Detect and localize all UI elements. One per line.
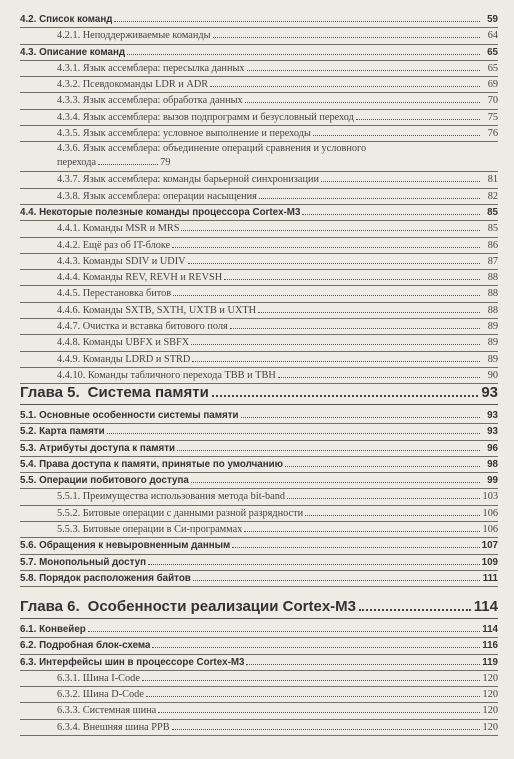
toc-entry-page: 109 bbox=[481, 556, 498, 568]
chapter5-heading[interactable] bbox=[20, 384, 498, 405]
toc-entry[interactable] bbox=[20, 189, 498, 205]
leader-dots bbox=[285, 466, 480, 467]
toc-entry-page: 107 bbox=[481, 540, 498, 552]
toc-entry[interactable] bbox=[20, 408, 498, 424]
toc-entry-page: 89 bbox=[487, 353, 498, 365]
toc-entry-title: Преимущества использования метода bit-band bbox=[82, 491, 285, 503]
toc-entry-title: Внешняя шина PPB bbox=[82, 721, 170, 733]
toc-entry-title: Очистка и вставка битового поля bbox=[82, 321, 228, 333]
toc-entry[interactable] bbox=[20, 506, 498, 522]
toc-entry-number: 5.7. bbox=[20, 556, 37, 568]
toc-entry[interactable] bbox=[20, 522, 498, 538]
toc-entry-title: Язык ассемблера: обработка данных bbox=[82, 95, 243, 107]
leader-dots bbox=[224, 279, 480, 280]
toc-entry-title: Язык ассемблера: команды барьерной синхронизации bbox=[82, 174, 319, 186]
leader-dots bbox=[259, 198, 480, 199]
toc-entry[interactable] bbox=[20, 270, 498, 286]
toc-entry[interactable] bbox=[20, 441, 498, 457]
leader-dots bbox=[193, 580, 480, 581]
toc-entry-number: 4.2.1. bbox=[57, 30, 81, 42]
toc-entry-number: 5.3. bbox=[20, 442, 37, 454]
toc-entry-heading bbox=[20, 12, 112, 27]
toc-entry[interactable] bbox=[20, 538, 498, 554]
toc-entry-title: Системная шина bbox=[82, 705, 157, 717]
toc-entry-page: 81 bbox=[487, 174, 498, 186]
toc-entry-title: Команды SXTB, SXTH, UXTB и UXTH bbox=[82, 304, 257, 316]
toc-entry-number: 4.3.3. bbox=[57, 95, 81, 107]
toc-entry-heading bbox=[20, 555, 146, 570]
toc-entry-title: Язык ассемблера: условное выполнение и переходы bbox=[82, 128, 311, 140]
toc-entry-title: Битовые операции с данными разной разрядности bbox=[82, 507, 304, 519]
toc-entry-heading bbox=[20, 473, 189, 488]
toc-entry[interactable] bbox=[20, 221, 498, 237]
chapter6-page: 114 bbox=[473, 598, 498, 615]
leader-dots bbox=[230, 328, 480, 329]
toc-entry-number: 5.4. bbox=[20, 458, 37, 470]
toc-entry[interactable] bbox=[20, 93, 498, 109]
leader-dots bbox=[88, 631, 480, 632]
toc-entry[interactable] bbox=[20, 424, 498, 440]
toc-entry-page: 87 bbox=[487, 255, 498, 267]
toc-entry-heading bbox=[57, 238, 170, 253]
toc-entry[interactable] bbox=[20, 12, 498, 28]
toc-chapter6-entries bbox=[20, 622, 498, 736]
toc-entry-page: 65 bbox=[487, 62, 498, 74]
leader-dots bbox=[127, 54, 480, 55]
toc-entry-number: 5.6. bbox=[20, 540, 37, 552]
toc-entry-page: 120 bbox=[482, 705, 498, 717]
toc-entry[interactable] bbox=[20, 126, 498, 142]
toc-entry-title: Битовые операции в Си-программах bbox=[82, 524, 243, 536]
toc-entry[interactable] bbox=[20, 335, 498, 351]
toc-entry-number: 4.3.1. bbox=[57, 62, 81, 74]
toc-entry-number: 4.3.6. bbox=[57, 143, 81, 155]
leader-dots bbox=[356, 119, 480, 120]
toc-entry-heading bbox=[57, 110, 354, 125]
toc-entry[interactable] bbox=[20, 555, 498, 571]
toc-entry[interactable] bbox=[20, 703, 498, 719]
toc-entry-page: 82 bbox=[487, 190, 498, 202]
toc-entry[interactable] bbox=[20, 638, 498, 654]
toc-entry-heading bbox=[20, 457, 283, 472]
toc-entry-title: Атрибуты доступа к памяти bbox=[39, 442, 176, 454]
toc-entry-page: 89 bbox=[487, 337, 498, 349]
toc-entry-heading bbox=[57, 352, 190, 367]
leader-dots bbox=[213, 37, 480, 38]
toc-entry-heading bbox=[57, 286, 171, 301]
leader-dots bbox=[241, 417, 480, 418]
leader-dots bbox=[191, 482, 480, 483]
toc-entry-number: 6.3.1. bbox=[57, 672, 81, 684]
toc-entry-number: 6.3.2. bbox=[57, 689, 81, 701]
toc-entry[interactable] bbox=[20, 110, 498, 126]
toc-entry-page: 76 bbox=[487, 128, 498, 140]
leader-dots bbox=[173, 295, 480, 296]
toc-entry-page: 119 bbox=[482, 656, 498, 668]
toc-entry-number: 4.3.2. bbox=[57, 79, 81, 91]
toc-entry-page: 85 bbox=[487, 206, 498, 218]
toc-entry-heading bbox=[57, 28, 211, 43]
toc-entry-number: 4.4. bbox=[20, 206, 37, 218]
leader-dots bbox=[181, 230, 480, 231]
toc-entry-title: Перестановка битов bbox=[82, 288, 172, 300]
leader-dots bbox=[232, 547, 479, 548]
leader-dots bbox=[142, 680, 480, 681]
toc-entry-page: 75 bbox=[487, 111, 498, 123]
toc-entry-page: 103 bbox=[482, 491, 498, 503]
leader-dots bbox=[359, 609, 471, 611]
toc-entry-title: Команды UBFX и SBFX bbox=[82, 337, 190, 349]
leader-dots bbox=[287, 498, 480, 499]
toc-entry-number: 4.3.4. bbox=[57, 111, 81, 123]
toc-entry-heading bbox=[57, 335, 189, 350]
leader-dots bbox=[177, 450, 480, 451]
toc-entry-title: Карта памяти bbox=[39, 426, 105, 438]
chapter5-page: 93 bbox=[481, 384, 498, 401]
leader-dots bbox=[247, 70, 480, 71]
leader-dots bbox=[302, 214, 480, 215]
toc-entry-title: Псевдокоманды LDR и ADR bbox=[82, 79, 209, 91]
toc-entry-page: 90 bbox=[487, 369, 498, 381]
toc-entry-number: 4.4.2. bbox=[57, 239, 81, 251]
toc-entry[interactable] bbox=[20, 28, 498, 44]
toc-entry-heading bbox=[20, 655, 244, 670]
toc-entry-page: 99 bbox=[487, 475, 498, 487]
chapter6-label: Глава 6. bbox=[20, 598, 80, 615]
leader-dots bbox=[305, 515, 480, 516]
toc-entry[interactable] bbox=[20, 489, 498, 505]
chapter5-title: Система памяти bbox=[87, 384, 209, 401]
toc-entry-page: 98 bbox=[487, 458, 498, 470]
toc-entry-title: Шина I-Code bbox=[82, 672, 140, 684]
toc-entry-page: 116 bbox=[482, 640, 498, 652]
toc-entry-page: 65 bbox=[487, 46, 498, 58]
toc-entry-title: Команды REV, REVH и REVSH bbox=[82, 272, 223, 284]
leader-dots bbox=[212, 395, 479, 397]
toc-entry-page: 88 bbox=[487, 272, 498, 284]
toc-entry-number: 5.5.2. bbox=[57, 507, 81, 519]
leader-dots bbox=[107, 433, 480, 434]
toc-entry-title: Основные особенности системы памяти bbox=[39, 410, 239, 421]
chapter6-heading[interactable] bbox=[20, 598, 498, 619]
toc-entry-number: 6.3. bbox=[20, 656, 37, 668]
toc-entry-page: 79 bbox=[160, 157, 171, 169]
leader-dots bbox=[146, 696, 480, 697]
toc-entry-number: 5.8. bbox=[20, 572, 37, 584]
leader-dots bbox=[258, 312, 480, 313]
toc-entry-heading bbox=[57, 720, 170, 735]
leader-dots bbox=[172, 729, 480, 730]
toc-entry-title: Ещё раз об IT-блоке bbox=[82, 239, 171, 251]
toc-entry-page: 111 bbox=[482, 572, 498, 584]
toc-entry-heading bbox=[57, 221, 179, 236]
toc-entry-heading bbox=[57, 368, 276, 383]
toc-entry-title: Порядок расположения байтов bbox=[39, 572, 191, 584]
toc-entry-line bbox=[57, 156, 498, 170]
toc-entry-page: 64 bbox=[487, 30, 498, 42]
leader-dots bbox=[321, 181, 480, 182]
toc-entry-title: Некоторые полезные команды процессора Cortex-M3 bbox=[39, 206, 301, 218]
toc-entry[interactable] bbox=[20, 571, 498, 587]
toc-entry[interactable] bbox=[20, 286, 498, 302]
toc-entry-number: 5.5. bbox=[20, 475, 37, 487]
leader-dots bbox=[210, 86, 480, 87]
toc-entry-heading bbox=[57, 126, 311, 141]
toc-entry-title: Подробная блок-схема bbox=[39, 640, 151, 652]
toc-entry[interactable] bbox=[20, 720, 498, 736]
toc-entry-title: Права доступа к памяти, принятые по умолчанию bbox=[39, 458, 284, 470]
toc-entry-title: Язык ассемблера: вызов подпрограмм и безусловный переход bbox=[82, 111, 354, 123]
toc-entry-heading bbox=[20, 424, 105, 439]
toc-entry[interactable] bbox=[20, 254, 498, 270]
toc-entry-number: 6.3.3. bbox=[57, 705, 81, 717]
toc-entry-number: 4.3. bbox=[20, 46, 37, 58]
leader-dots bbox=[245, 102, 480, 103]
toc-entry[interactable] bbox=[20, 655, 498, 671]
toc-entry-heading bbox=[20, 638, 150, 653]
toc-entry-title: Команды табличного перехода TBB и TBH bbox=[87, 369, 276, 381]
toc-entry-number: 4.4.8. bbox=[57, 337, 81, 349]
toc-entry-heading bbox=[57, 303, 256, 318]
toc-entry-page: 88 bbox=[487, 304, 498, 316]
toc-entry-number: 6.1. bbox=[20, 624, 37, 635]
leader-dots bbox=[192, 361, 480, 362]
toc-entry-title: Интерфейсы шин в процессоре Cortex-M3 bbox=[39, 656, 245, 668]
toc-entry[interactable] bbox=[20, 671, 498, 687]
toc-entry-line bbox=[57, 142, 498, 156]
toc-entry-page: 70 bbox=[487, 95, 498, 107]
toc-entry-page: 120 bbox=[482, 721, 498, 733]
toc-entry-title: Обращения к невыровненным данным bbox=[39, 540, 231, 552]
toc-entry-heading bbox=[20, 45, 125, 60]
toc-entry-title: Язык ассемблера: операции насыщения bbox=[82, 190, 257, 202]
toc-entry-heading bbox=[57, 189, 257, 204]
toc-entry-number: 5.5.3. bbox=[57, 524, 81, 536]
toc-entry-heading bbox=[57, 93, 243, 108]
toc-entry-number: 4.4.7. bbox=[57, 321, 81, 333]
leader-dots bbox=[148, 564, 480, 565]
toc-entry[interactable] bbox=[20, 303, 498, 319]
toc-entry[interactable] bbox=[20, 457, 498, 473]
toc-entry-page: 88 bbox=[487, 288, 498, 300]
toc-entry-title: Команды LDRD и STRD bbox=[82, 353, 191, 365]
toc-entry-title: Язык ассемблера: объединение операций сравнения и условного bbox=[82, 143, 367, 155]
leader-dots bbox=[191, 344, 480, 345]
toc-entry-heading bbox=[57, 319, 228, 334]
toc-entry-page: 69 bbox=[487, 79, 498, 91]
toc-entry-page: 96 bbox=[487, 442, 498, 454]
toc-entry[interactable] bbox=[20, 238, 498, 254]
leader-dots bbox=[313, 135, 480, 136]
toc-entry-number: 4.4.10. bbox=[57, 369, 86, 381]
toc-entry-heading bbox=[20, 441, 175, 456]
leader-dots bbox=[172, 247, 480, 248]
toc-entry-number: 4.4.9. bbox=[57, 353, 81, 365]
toc-entry-title: Шина D-Code bbox=[82, 689, 144, 701]
toc-entry-page: 93 bbox=[487, 426, 498, 438]
toc-entry-number: 5.1. bbox=[20, 410, 37, 421]
toc-entry[interactable] bbox=[20, 77, 498, 93]
toc-entry-heading bbox=[57, 489, 285, 504]
toc-entry-number: 4.2. bbox=[20, 14, 37, 25]
toc-entry-heading bbox=[20, 408, 239, 423]
toc-entry-title: Команды SDIV и UDIV bbox=[82, 255, 186, 267]
toc-entry-page: 85 bbox=[487, 223, 498, 235]
toc-entry-page: 106 bbox=[482, 507, 498, 519]
toc-entry-number: 6.2. bbox=[20, 640, 37, 652]
toc-entry-heading bbox=[57, 77, 208, 92]
leader-dots bbox=[246, 664, 480, 665]
toc-entry-number: 4.4.6. bbox=[57, 304, 81, 316]
toc-entry-heading bbox=[57, 506, 303, 521]
leader-dots bbox=[278, 377, 480, 378]
toc-entry-heading bbox=[57, 61, 245, 76]
toc-entry-page: 120 bbox=[482, 689, 498, 701]
toc-entry-title: Монопольный доступ bbox=[39, 556, 146, 568]
leader-dots bbox=[98, 164, 158, 165]
toc-entry-heading bbox=[57, 703, 156, 718]
toc-entry-number: 4.4.5. bbox=[57, 288, 81, 300]
toc-entry-page: 106 bbox=[482, 524, 498, 536]
toc-entry-number: 4.3.7. bbox=[57, 174, 81, 186]
toc-entry[interactable] bbox=[20, 61, 498, 77]
toc-entry[interactable] bbox=[20, 172, 498, 188]
toc-entry-page: 93 bbox=[487, 410, 498, 421]
toc-chapter5-entries bbox=[20, 408, 498, 587]
toc-entry[interactable] bbox=[20, 368, 498, 384]
toc-entry-page: 89 bbox=[487, 321, 498, 333]
toc-entry-page: 86 bbox=[487, 239, 498, 251]
toc-entry-heading bbox=[20, 538, 230, 553]
toc-entry-title: Команды MSR и MRS bbox=[82, 223, 180, 235]
toc-entry[interactable] bbox=[20, 45, 498, 61]
toc-entry[interactable] bbox=[20, 473, 498, 489]
toc-entry-heading bbox=[57, 270, 222, 285]
toc-entry-title: Неподдерживаемые команды bbox=[82, 30, 211, 42]
toc-entry-number: 4.3.8. bbox=[57, 190, 81, 202]
toc-entry-page: 114 bbox=[482, 624, 498, 635]
toc-entry-title: Операции побитового доступа bbox=[39, 475, 189, 487]
toc-entry-heading bbox=[57, 687, 144, 702]
toc-entry-heading bbox=[20, 571, 191, 586]
leader-dots bbox=[244, 531, 480, 532]
toc-entry-number: 4.3.5. bbox=[57, 128, 81, 140]
toc-entry[interactable] bbox=[20, 622, 498, 638]
toc-entry-number: 4.4.4. bbox=[57, 272, 81, 284]
toc-entry-title: Конвейер bbox=[39, 624, 86, 635]
toc-entry-heading bbox=[57, 671, 140, 686]
toc-entry-heading bbox=[20, 205, 300, 220]
toc-entry-number: 5.5.1. bbox=[57, 491, 81, 503]
toc-entry-page: 120 bbox=[482, 672, 498, 684]
toc-chapter4-entries bbox=[20, 12, 498, 384]
toc-entry-heading bbox=[20, 622, 86, 637]
toc-entry-title: Описание команд bbox=[39, 46, 126, 58]
toc-entry-number: 4.4.1. bbox=[57, 223, 81, 235]
toc-entry-title: Список команд bbox=[39, 14, 113, 25]
toc-entry[interactable] bbox=[20, 687, 498, 703]
toc-entry-page: 59 bbox=[487, 14, 498, 25]
leader-dots bbox=[158, 712, 480, 713]
toc-entry[interactable] bbox=[20, 205, 498, 221]
leader-dots bbox=[188, 263, 480, 264]
leader-dots bbox=[152, 647, 480, 648]
toc-entry-heading bbox=[57, 172, 319, 187]
toc-entry[interactable] bbox=[20, 352, 498, 368]
toc-entry-number: 5.2. bbox=[20, 426, 37, 438]
chapter6-title: Особенности реализации Cortex-M3 bbox=[87, 598, 356, 615]
toc-entry-title: Язык ассемблера: пересылка данных bbox=[82, 62, 245, 74]
toc-entry[interactable] bbox=[20, 142, 498, 172]
toc-entry[interactable] bbox=[20, 319, 498, 335]
toc-entry-number: 6.3.4. bbox=[57, 721, 81, 733]
toc-entry-heading bbox=[57, 522, 242, 537]
chapter5-label: Глава 5. bbox=[20, 384, 80, 401]
leader-dots bbox=[114, 21, 480, 22]
toc-entry-heading bbox=[57, 254, 186, 269]
toc-entry-number: 4.4.3. bbox=[57, 255, 81, 267]
toc-entry-title-continued: перехода bbox=[57, 157, 97, 169]
